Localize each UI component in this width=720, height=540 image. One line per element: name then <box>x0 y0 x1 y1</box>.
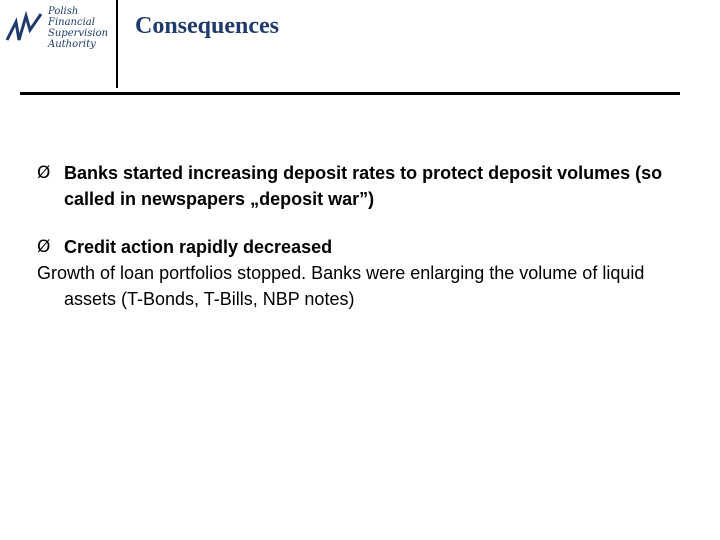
bullet-text: Credit action rapidly decreased <box>64 237 333 257</box>
logo-text <box>48 6 108 50</box>
logo-line: Polish <box>48 6 79 17</box>
slide-content <box>37 160 687 312</box>
header-vertical-divider <box>116 0 118 88</box>
bullet-item <box>37 160 687 212</box>
arrow-bullet-icon: Ø <box>37 163 51 183</box>
logo-line: Financial <box>48 17 95 28</box>
bullet-item <box>37 234 687 260</box>
logo-line: Supervision <box>48 28 109 39</box>
slide-title: Consequences <box>135 13 280 39</box>
header-horizontal-divider <box>20 92 680 95</box>
logo-line: Authority <box>48 39 96 50</box>
organization-logo <box>4 4 114 58</box>
bullet-text: Banks started increasing deposit rates to protect deposit volumes (so called in newspapers „deposit war”) <box>64 163 663 209</box>
logo-mark-icon <box>4 10 44 50</box>
arrow-bullet-icon: Ø <box>37 237 51 257</box>
body-paragraph: Growth of loan portfolios stopped. Banks were enlarging the volume of liquid assets (T-Bonds, T-Bills, NBP notes) <box>37 263 645 309</box>
